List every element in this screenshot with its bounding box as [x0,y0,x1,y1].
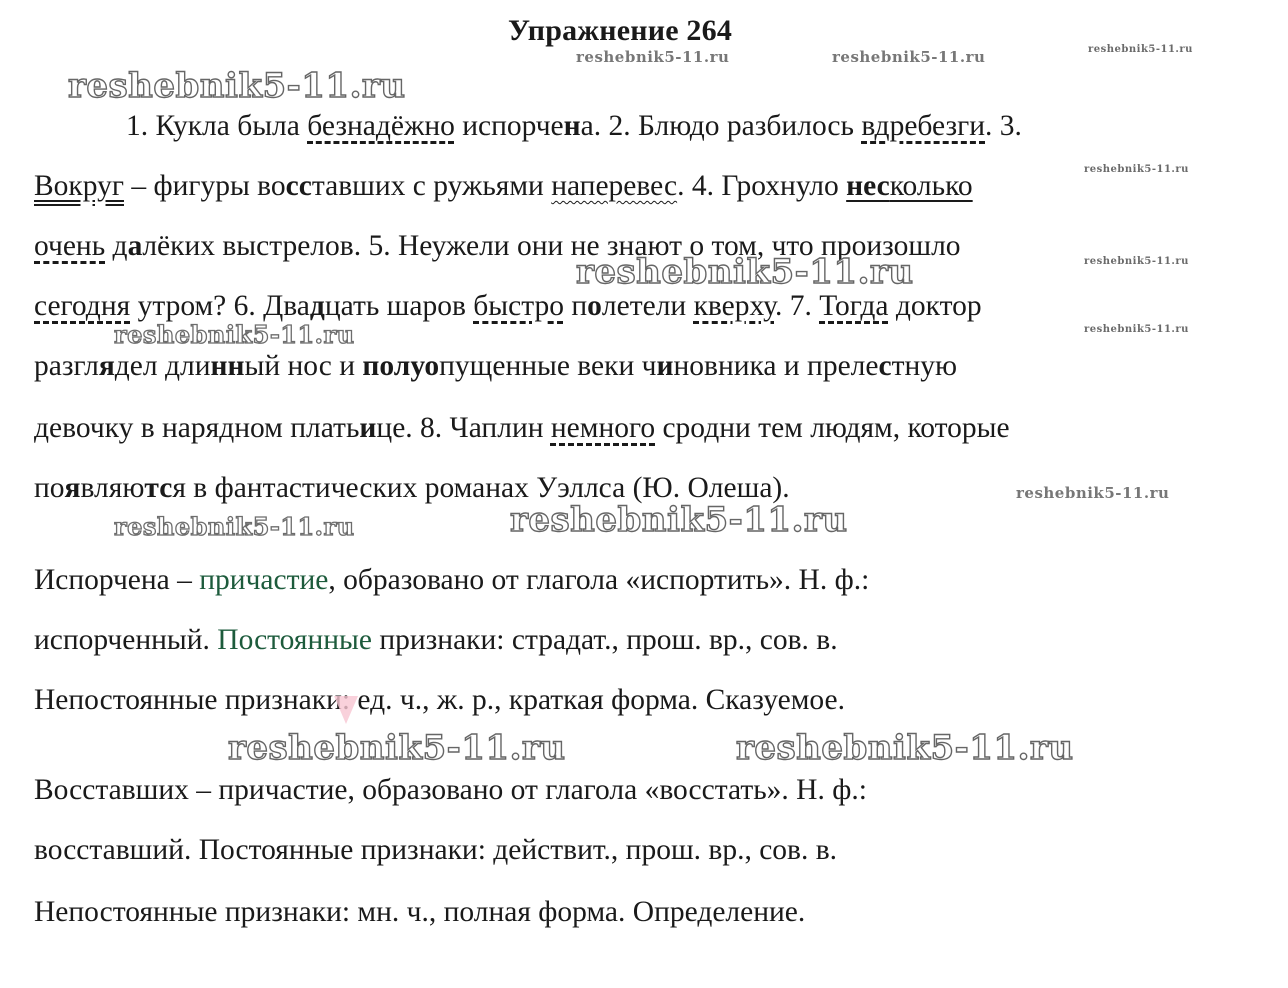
text-segment: вляю [80,472,145,504]
analysis-line-6 [34,894,805,930]
text-segment: Непостоянные признаки: мн. ч., полная форма. Определение. [34,896,806,928]
text-segment: очень [34,230,106,262]
text-segment: испорче [454,110,564,142]
text-segment: тавших с ружьями [311,170,552,202]
text-line-5 [34,348,957,384]
text-segment: . 4. Грохнуло [677,170,847,202]
watermark: reshebnik5-11.ru [1084,164,1189,175]
text-segment: – фигуры во [123,170,286,202]
text-segment: н [563,110,581,142]
text-segment: по [34,472,65,504]
analysis-line-3 [34,682,845,718]
analysis-line-4 [34,772,867,808]
text-segment: признаки: страдат., прош. вр., сов. в. [371,624,838,656]
text-segment: Непостоянные признаки: ед. ч., ж. р., краткая форма. Сказуемое. [34,684,845,716]
watermark: reshebnik5-11.ru [510,500,848,540]
text-segment: сродни тем людям, которые [655,412,1010,444]
watermark: reshebnik5-11.ru [1016,484,1170,502]
text-segment: , образовано от глагола «испортить». Н. ф.: [328,564,870,596]
text-segment: и [359,412,377,444]
text-segment: а. 2. Блюдо разбилось [580,110,862,142]
watermark: reshebnik5-11.ru [576,48,730,66]
analysis-line-1 [34,562,869,598]
text-segment: лёких выстрелов. 5. Неужели они не знают о том, что произошло [142,230,961,262]
text-segment: безнадёжно [307,110,455,142]
text-segment: сс [285,170,312,202]
text-segment: летели [601,290,694,322]
text-segment: с [878,350,892,382]
analysis-line-5 [34,832,837,868]
text-segment: п [563,290,588,322]
text-segment: . 3. [985,110,1022,142]
text-segment: быстро [473,290,564,322]
watermark: reshebnik5-11.ru [1084,324,1189,335]
text-segment: доктор [888,290,982,322]
text-segment: Вокруг [34,170,124,202]
watermark: reshebnik5-11.ru [228,728,566,768]
text-segment: я [98,350,115,382]
text-segment: я [64,472,81,504]
text-segment: нн [210,350,245,382]
text-segment: тную [891,350,958,382]
text-segment: девочку в нарядном плать [34,412,360,444]
watermark: reshebnik5-11.ru [114,320,355,349]
text-segment: я в фантастических романах Уэллса (Ю. Олеша). [172,472,790,504]
text-segment: утром? 6. Два [130,290,310,322]
text-segment: д [309,290,325,322]
text-segment: Восставших – причастие, образовано от глагола «восстать». Н. ф.: [34,774,867,806]
text-segment: дел дли [114,350,211,382]
text-segment: кверху [693,290,775,322]
text-segment: полуо [362,350,440,382]
text-segment: цать шаров [324,290,474,322]
text-segment: а [127,230,143,262]
text-line-4 [34,288,982,324]
text-segment: восставший. Постоянные признаки: действит., прош. вр., сов. в. [34,834,838,866]
text-segment: Постоянные [217,624,372,656]
text-segment: немного [550,412,656,444]
text-segment: . 7. [774,290,820,322]
text-segment: 1. Кукла была [126,110,308,142]
text-line-1 [126,108,1022,144]
watermark: reshebnik5-11.ru [736,728,1074,768]
text-segment: разгл [34,350,99,382]
watermark: reshebnik5-11.ru [1084,256,1189,267]
text-segment: ый нос и [244,350,363,382]
text-segment: д [105,230,128,262]
text-line-6 [34,410,1010,446]
analysis-line-2 [34,622,838,658]
text-segment: сегодня [34,290,131,322]
text-segment: нес [846,170,890,202]
watermark: reshebnik5-11.ru [832,48,986,66]
text-segment: наперевес [551,170,678,202]
watermark: reshebnik5-11.ru [576,252,914,292]
text-segment: Тогда [819,290,889,322]
text-segment: колько [889,170,973,202]
text-segment: вдребезги [861,110,986,142]
text-segment: и [656,350,674,382]
text-segment: испорченный. [34,624,218,656]
text-segment: це. 8. Чаплин [376,412,551,444]
text-segment: Испорчена – [34,564,200,596]
exercise-title: Упражнение 264 [507,14,733,47]
watermark: reshebnik5-11.ru [68,66,406,106]
text-line-2 [34,168,973,204]
text-segment: новника и преле [673,350,879,382]
text-segment: пущенные веки ч [439,350,657,382]
pink-marker-icon [334,696,358,724]
watermark: reshebnik5-11.ru [114,512,355,541]
text-segment: о [587,290,602,322]
watermark: reshebnik5-11.ru [1088,44,1193,55]
text-segment: тс [144,472,173,504]
text-segment: причастие [199,564,329,596]
